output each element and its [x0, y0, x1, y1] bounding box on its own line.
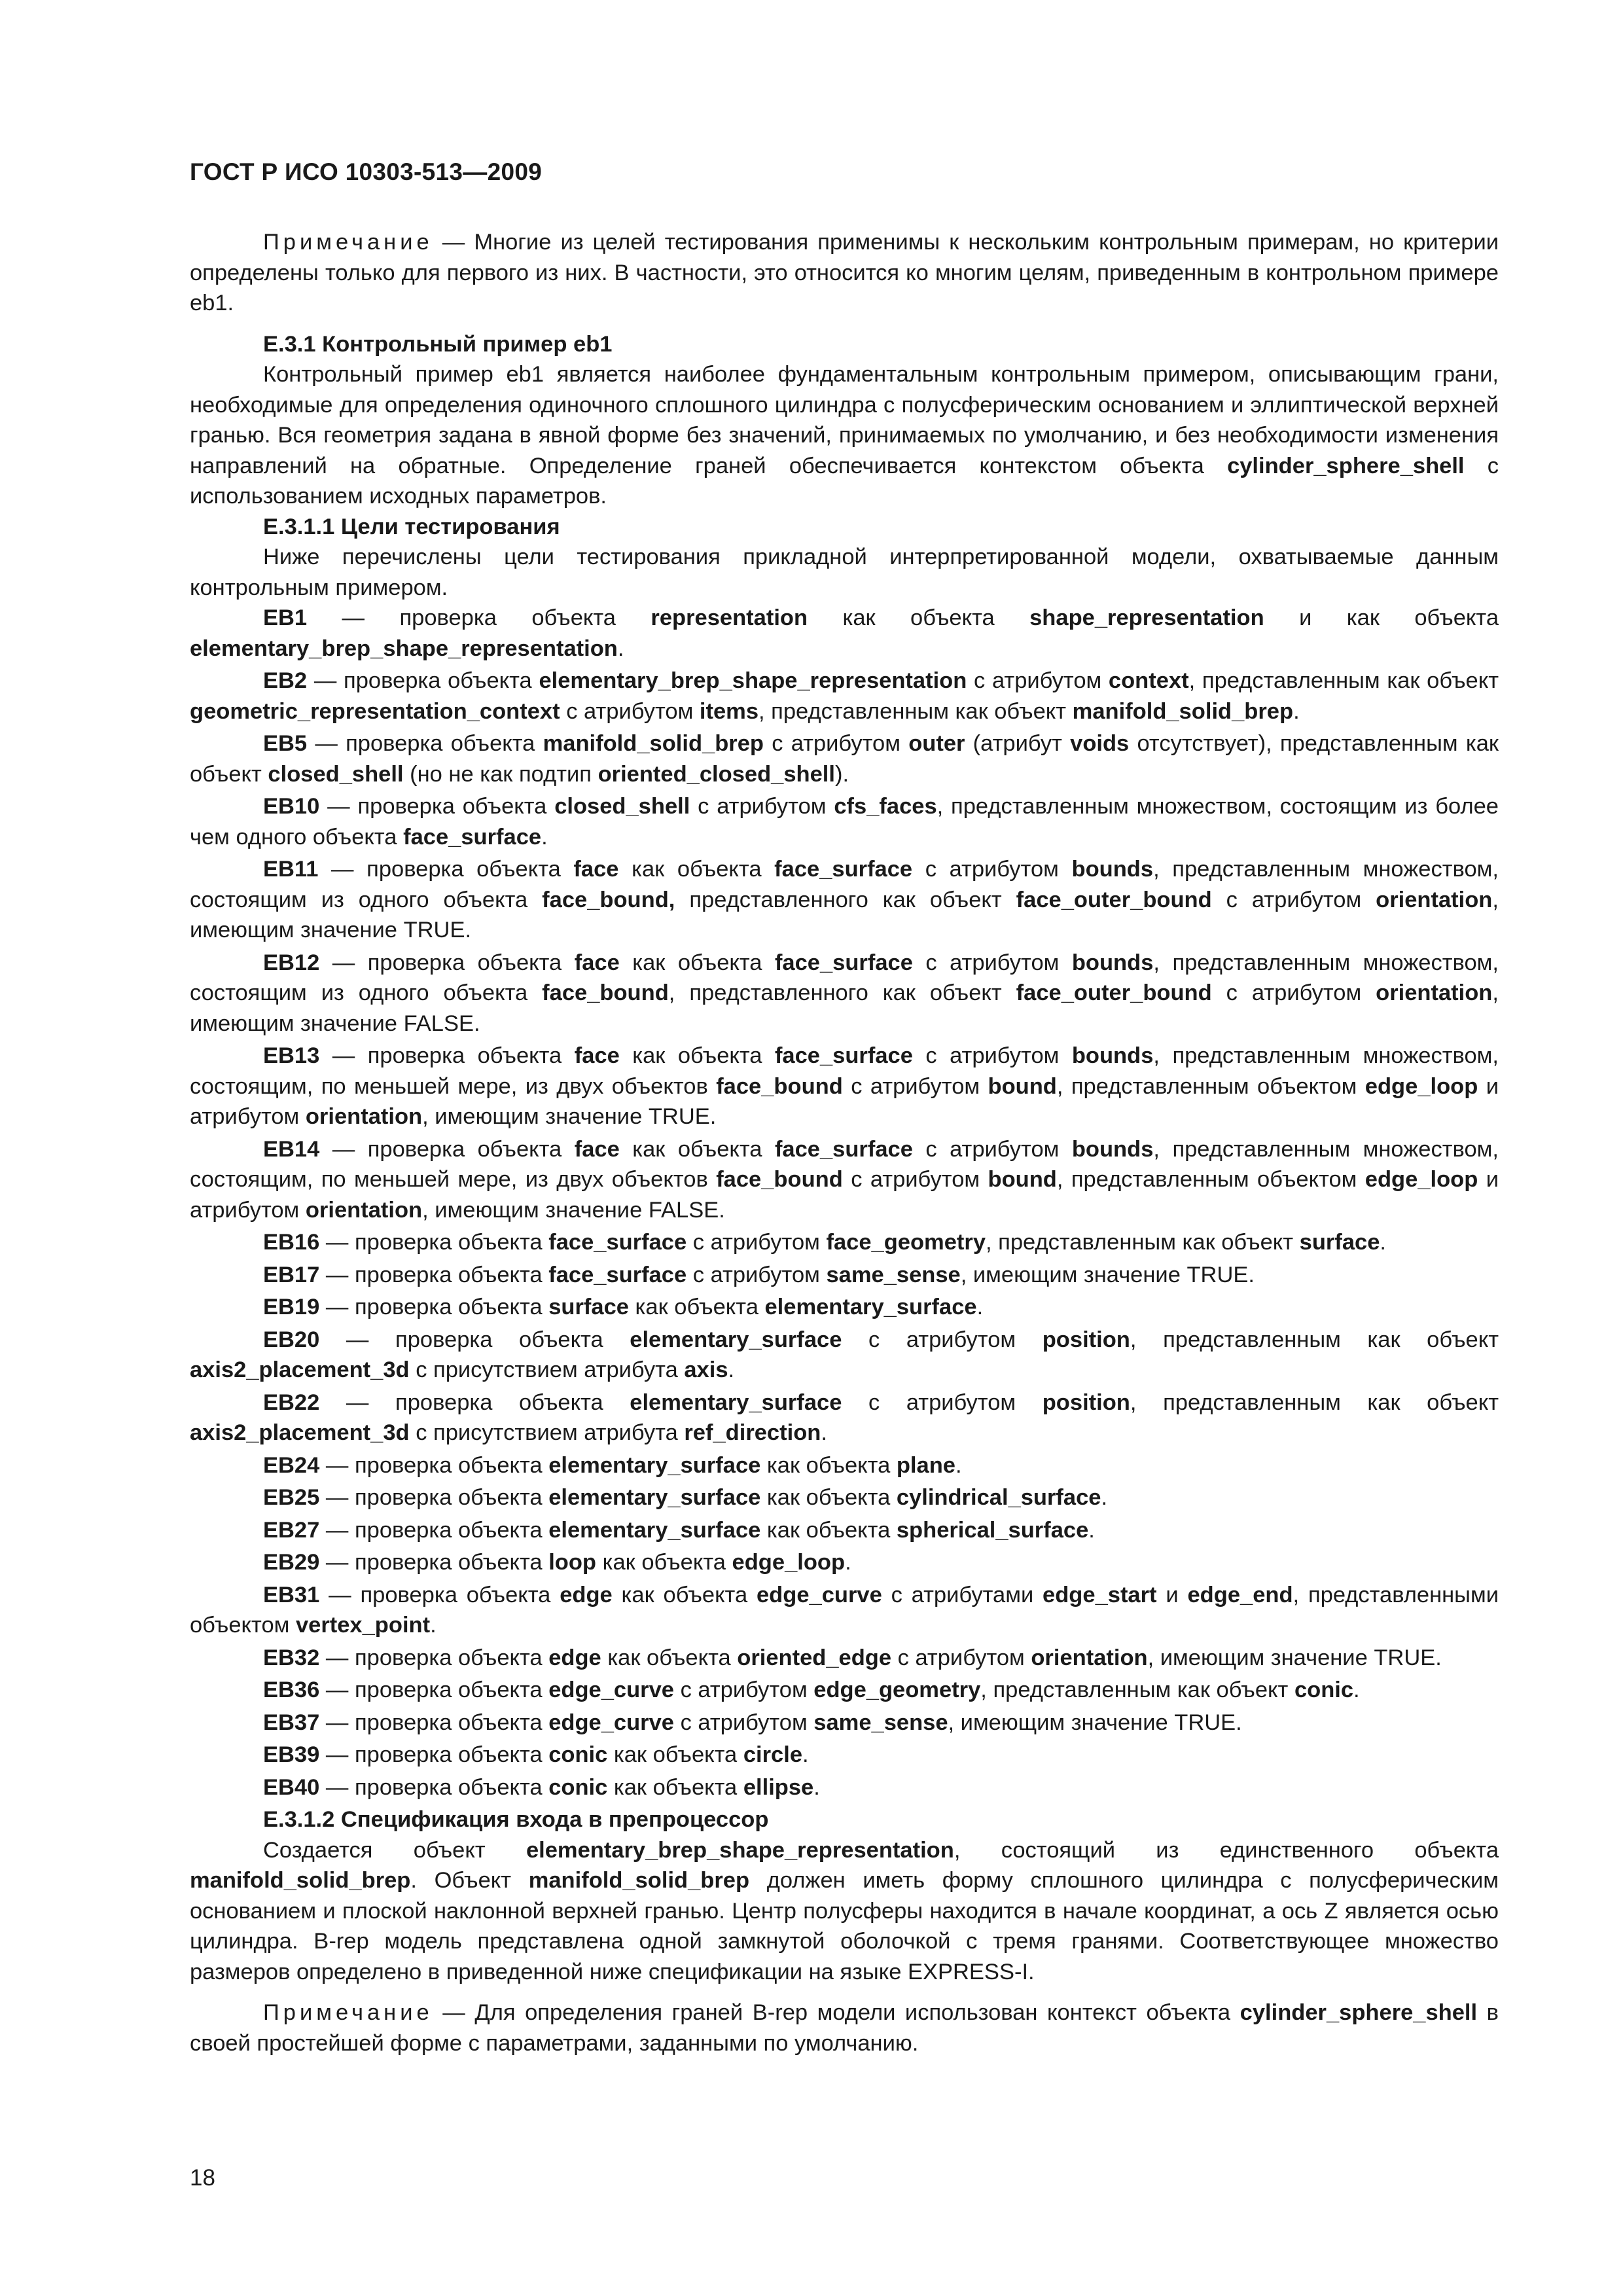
- requirement-text: — проверка объекта: [319, 1452, 549, 1478]
- requirement-id: EB20: [263, 1327, 320, 1352]
- entity-name: oriented_edge: [737, 1645, 892, 1670]
- note-dash: —: [433, 230, 474, 255]
- requirement-text: , имеющим значение TRUE.: [948, 1710, 1242, 1735]
- requirement-text: как объекта: [760, 1485, 897, 1510]
- entity-name: elementary_surface: [548, 1485, 761, 1510]
- entity-name: ref_direction: [684, 1420, 821, 1445]
- entity-name: elementary_surface: [548, 1452, 761, 1478]
- entity-name: elementary_surface: [630, 1390, 842, 1415]
- requirement-text: и атрибутом: [190, 1073, 1499, 1129]
- entity-name: bound: [988, 1073, 1057, 1099]
- requirement-id: EB17: [263, 1262, 320, 1287]
- requirement-text: .: [1293, 698, 1300, 724]
- entity-name: axis2_placement_3d: [190, 1420, 410, 1445]
- entity-name: face_surface: [774, 1043, 913, 1068]
- requirement-text: и: [1156, 1582, 1188, 1607]
- requirement-text: .: [813, 1774, 820, 1800]
- entity-name: orientation: [1031, 1645, 1148, 1670]
- entity-name: closed_shell: [554, 794, 690, 819]
- note-label: Примечание: [263, 230, 433, 255]
- requirement-text: с атрибутом: [673, 1710, 814, 1735]
- requirement-text: представленного как объект: [675, 887, 1016, 912]
- requirement-id: EB37: [263, 1710, 320, 1735]
- entity-name: surface: [1299, 1230, 1380, 1255]
- requirement-text: , представленными объектом: [190, 1582, 1499, 1638]
- paragraph-text: , состоящий из единственного объекта: [954, 1837, 1499, 1863]
- requirement-text: , имеющим значение FALSE.: [190, 980, 1499, 1036]
- entity-name: edge_loop: [732, 1550, 846, 1575]
- requirement-id: EB10: [263, 794, 320, 819]
- requirement-text: — проверка объекта: [319, 1550, 549, 1575]
- requirement-text: , представленным как объект: [758, 698, 1073, 724]
- entity-name: position: [1042, 1327, 1130, 1352]
- entity-name: bound: [988, 1167, 1057, 1192]
- requirement-text: с атрибутом: [687, 1262, 827, 1287]
- requirement-text: — проверка объекта: [319, 1230, 549, 1255]
- entity-name: plane: [896, 1452, 955, 1478]
- entity-name: face_bound: [716, 1167, 843, 1192]
- requirement-item: [190, 948, 1499, 1039]
- requirement-text: .: [617, 636, 624, 661]
- requirement-text: с атрибутом: [912, 1043, 1072, 1068]
- entity-name: edge_curve: [548, 1710, 674, 1735]
- requirement-item: [190, 666, 1499, 726]
- requirement-text: , имеющим значение TRUE.: [960, 1262, 1255, 1287]
- requirement-text: .: [541, 824, 548, 850]
- entity-name: bounds: [1071, 1043, 1154, 1068]
- entity-name: bounds: [1071, 1136, 1154, 1162]
- note-text: Многие из целей тестирования применимы к нескольким контрольным примерам, но критерии определены только для первого из них. В частности, это относится ко многим целям, приведенным в контрольном примере eb1.: [190, 230, 1499, 315]
- requirement-text: — проверка объекта: [319, 1742, 549, 1767]
- requirement-id: EB24: [263, 1452, 320, 1478]
- entity-name: same_sense: [826, 1262, 961, 1287]
- entity-name: bounds: [1071, 857, 1154, 882]
- requirement-id: EB16: [263, 1230, 320, 1255]
- requirements-list: [190, 603, 1499, 1803]
- section-intro-e311: Ниже перечислены цели тестирования прикладной интерпретированной модели, охватываемые данным контрольным примером.: [190, 545, 1499, 600]
- paragraph-text: Контрольный пример eb1 является наиболее фундаментальным контрольным примером, описывающим грани, необходимые для определения одиночного сплошного цилиндра с полусферическим основанием и эллиптической верхней гранью. Вся геометрия задана в явной форме без значений, принимаемых по умолчанию, и без необходимости изменения направлений на обратные. Определение граней обеспечивается контекстом объекта: [190, 362, 1499, 478]
- requirement-text: , представленным множеством, состоящим из одного объекта: [190, 950, 1499, 1005]
- paragraph-text: должен иметь форму сплошного цилиндра с полусферическим основанием и плоской наклонной верхней гранью. Центр полусферы находится в начале координат, а ось Z является осью цилиндра. B-rep модель представлена одной замкнутой оболочкой с тремя гранями. Соответствующее множество размеров определено в приведенной ниже спецификации на языке EXPRESS-I.: [190, 1868, 1499, 1984]
- requirement-text: .: [1353, 1677, 1360, 1702]
- entity-name: edge_start: [1043, 1582, 1157, 1607]
- entity-name: face: [573, 857, 619, 882]
- requirement-item: [190, 1041, 1499, 1132]
- entity-name: edge_loop: [1364, 1167, 1478, 1192]
- requirement-text: , представленным множеством, состоящим, по меньшей мере, из двух объектов: [190, 1043, 1499, 1099]
- entity-name: conic: [548, 1774, 608, 1800]
- entity-name: face_surface: [774, 1136, 913, 1162]
- requirement-text: с атрибутом: [687, 1230, 827, 1255]
- page-number: 18: [190, 2165, 215, 2191]
- note-text: в своей простейшей форме с параметрами, заданными по умолчанию.: [190, 2000, 1499, 2056]
- requirement-text: — проверка объекта: [319, 1677, 549, 1702]
- entity-name: representation: [651, 605, 808, 630]
- entity-name: vertex_point: [295, 1613, 431, 1638]
- requirement-text: , имеющим значение TRUE.: [190, 887, 1499, 942]
- entity-name: face_surface: [548, 1230, 687, 1255]
- requirement-text: с атрибутом: [690, 794, 834, 819]
- requirement-text: как объекта: [628, 1295, 765, 1319]
- entity-name: closed_shell: [268, 761, 404, 787]
- requirement-id: EB39: [263, 1742, 320, 1767]
- requirement-text: с атрибутами: [882, 1582, 1043, 1607]
- requirement-text: , представленным как объект: [1130, 1327, 1499, 1352]
- entity-name: elementary_surface: [764, 1295, 977, 1319]
- requirement-text: , имеющим значение TRUE.: [422, 1104, 717, 1129]
- entity-name: cylinder_sphere_shell: [1227, 453, 1465, 478]
- entity-name: edge_curve: [548, 1677, 674, 1702]
- entity-name: manifold_solid_brep: [543, 731, 764, 756]
- requirement-text: — проверка объекта: [319, 1043, 575, 1068]
- entity-name: face_bound: [716, 1073, 843, 1099]
- requirement-id: EB32: [263, 1645, 320, 1670]
- paragraph-text: Создается объект: [263, 1837, 526, 1863]
- entity-name: manifold_solid_brep: [190, 1868, 411, 1893]
- entity-name: manifold_solid_brep: [1072, 698, 1294, 724]
- requirement-text: — проверка объекта: [319, 1710, 549, 1735]
- section-heading-e31: Е.3.1 Контрольный пример eb1: [263, 331, 613, 357]
- requirement-id: EB27: [263, 1517, 320, 1543]
- paragraph-text: с использованием исходных параметров.: [190, 453, 1499, 509]
- entity-name: face_bound: [542, 980, 669, 1005]
- entity-name: spherical_surface: [896, 1517, 1089, 1543]
- entity-name: edge_loop: [1364, 1073, 1478, 1099]
- requirement-text: .: [802, 1742, 809, 1767]
- note-text: Для определения граней B-rep модели использован контекст объекта: [474, 2000, 1240, 2025]
- entity-name: orientation: [305, 1104, 423, 1129]
- entity-name: edge: [560, 1582, 613, 1607]
- requirement-text: , представленного как объект: [668, 980, 1016, 1005]
- requirement-text: с атрибутом: [967, 668, 1109, 693]
- section-paragraph-e312: [190, 1835, 1499, 1988]
- entity-name: oriented_closed_shell: [597, 761, 835, 787]
- entity-name: geometric_representation_context: [190, 698, 560, 724]
- requirement-text: (но не как подтип: [403, 761, 598, 787]
- entity-name: conic: [1294, 1677, 1354, 1702]
- requirement-text: с атрибутом: [1211, 980, 1376, 1005]
- entity-name: shape_representation: [1029, 605, 1264, 630]
- requirement-text: — проверка объекта: [307, 731, 543, 756]
- requirement-text: .: [821, 1420, 827, 1445]
- requirement-text: с атрибутом: [842, 1390, 1043, 1415]
- requirement-item: [190, 1708, 1499, 1738]
- section-paragraph-e31: [190, 359, 1499, 512]
- requirement-item: [190, 1643, 1499, 1674]
- entity-name: orientation: [1376, 980, 1493, 1005]
- requirement-id: EB31: [263, 1582, 320, 1607]
- requirement-text: — проверка объекта: [319, 1327, 630, 1352]
- requirement-text: с атрибутом: [912, 1136, 1072, 1162]
- requirement-id: EB11: [263, 857, 319, 882]
- requirement-text: отсутствует), представленным как объект: [190, 731, 1499, 787]
- requirement-text: как объекта: [607, 1774, 743, 1800]
- requirement-text: — проверка объекта: [319, 1485, 549, 1510]
- entity-name: cfs_faces: [834, 794, 937, 819]
- requirement-item: [190, 728, 1499, 789]
- entity-name: edge_end: [1187, 1582, 1293, 1607]
- entity-name: elementary_brep_shape_representation: [190, 636, 618, 661]
- requirement-item: [190, 1547, 1499, 1578]
- requirement-text: (атрибут: [965, 731, 1071, 756]
- entity-name: face_outer_bound: [1016, 980, 1212, 1005]
- requirement-text: , представленным как объект: [980, 1677, 1294, 1702]
- requirement-id: EB12: [263, 950, 320, 975]
- requirement-item: [190, 1388, 1499, 1448]
- entity-name: cylinder_sphere_shell: [1240, 2000, 1478, 2025]
- requirement-id: EB25: [263, 1485, 320, 1510]
- requirement-text: .: [1380, 1230, 1387, 1255]
- requirement-text: как объекта: [618, 857, 775, 882]
- entity-name: face: [574, 950, 620, 975]
- requirement-text: — проверка объекта: [307, 668, 539, 693]
- requirement-text: .: [728, 1357, 735, 1382]
- note-dash: —: [433, 2000, 475, 2025]
- entity-name: face_surface: [774, 857, 913, 882]
- requirement-text: — проверка объекта: [307, 605, 651, 630]
- entity-name: face: [574, 1043, 620, 1068]
- requirement-item: [190, 1292, 1499, 1323]
- entity-name: position: [1042, 1390, 1130, 1415]
- entity-name: elementary_surface: [548, 1517, 761, 1543]
- requirement-id: EB5: [263, 731, 308, 756]
- requirement-item: [190, 1580, 1499, 1641]
- requirement-text: как объекта: [760, 1452, 897, 1478]
- requirement-id: EB22: [263, 1390, 320, 1415]
- requirement-id: EB13: [263, 1043, 320, 1068]
- requirement-item: [190, 1227, 1499, 1258]
- note-paragraph: [190, 227, 1499, 319]
- requirement-text: как объекта: [607, 1742, 743, 1767]
- entity-name: face_outer_bound: [1016, 887, 1212, 912]
- entity-name: face_bound,: [542, 887, 675, 912]
- requirement-text: .: [845, 1550, 851, 1575]
- requirement-text: — проверка объекта: [319, 1390, 630, 1415]
- requirement-text: ).: [834, 761, 849, 787]
- requirement-text: с присутствием атрибута: [409, 1357, 685, 1382]
- requirement-text: как объекта: [601, 1645, 738, 1670]
- entity-name: conic: [548, 1742, 608, 1767]
- note-label: Примечание: [263, 2000, 433, 2025]
- requirement-text: .: [1101, 1485, 1108, 1510]
- requirement-item: [190, 791, 1499, 852]
- requirement-text: с атрибутом: [912, 950, 1072, 975]
- requirement-item: [190, 1450, 1499, 1481]
- requirement-item: [190, 1772, 1499, 1803]
- requirement-text: — проверка объекта: [319, 1262, 549, 1287]
- entity-name: same_sense: [813, 1710, 948, 1735]
- requirement-text: как объекта: [619, 950, 775, 975]
- entity-name: face_surface: [774, 950, 913, 975]
- requirement-text: как объекта: [619, 1043, 775, 1068]
- entity-name: elementary_brep_shape_representation: [539, 668, 967, 693]
- requirement-text: .: [955, 1452, 962, 1478]
- requirement-text: — проверка объекта: [319, 1136, 575, 1162]
- requirement-text: как объекта: [612, 1582, 757, 1607]
- requirement-text: — проверка объекта: [319, 950, 575, 975]
- requirement-text: .: [976, 1295, 984, 1319]
- requirement-id: EB2: [263, 668, 308, 693]
- requirement-id: EB29: [263, 1550, 320, 1575]
- requirement-item: [190, 603, 1499, 664]
- requirement-text: , представленным как объект: [1188, 668, 1499, 693]
- requirement-text: .: [1088, 1517, 1095, 1543]
- entity-name: context: [1108, 668, 1189, 693]
- requirement-text: , представленным как объект: [986, 1230, 1300, 1255]
- entity-name: ellipse: [743, 1774, 814, 1800]
- requirement-text: с атрибутом: [891, 1645, 1031, 1670]
- requirement-text: и атрибутом: [190, 1167, 1499, 1223]
- entity-name: axis: [684, 1357, 728, 1382]
- requirement-id: EB36: [263, 1677, 320, 1702]
- document-header: ГОСТ Р ИСО 10303-513—2009: [190, 158, 543, 185]
- entity-name: elementary_brep_shape_representation: [526, 1837, 954, 1863]
- requirement-text: как объекта: [596, 1550, 732, 1575]
- document-body: [190, 227, 1499, 2058]
- entity-name: face_surface: [403, 824, 542, 850]
- requirement-text: с атрибутом: [763, 731, 909, 756]
- entity-name: circle: [743, 1742, 803, 1767]
- requirement-text: , представленным объектом: [1056, 1167, 1365, 1192]
- requirement-text: как объекта: [760, 1517, 897, 1543]
- requirement-text: — проверка объекта: [319, 1774, 549, 1800]
- requirement-text: , имеющим значение FALSE.: [422, 1197, 725, 1223]
- requirement-text: с атрибутом: [912, 857, 1072, 882]
- requirement-text: — проверка объекта: [319, 1295, 549, 1319]
- requirement-text: как объекта: [808, 605, 1030, 630]
- requirement-id: EB1: [263, 605, 308, 630]
- requirement-text: .: [430, 1613, 437, 1638]
- entity-name: manifold_solid_brep: [528, 1868, 750, 1893]
- entity-name: loop: [548, 1550, 597, 1575]
- requirement-text: как объекта: [619, 1136, 775, 1162]
- requirement-text: , представленным как объект: [1130, 1390, 1499, 1415]
- note-paragraph: [190, 1998, 1499, 2058]
- requirement-text: — проверка объекта: [319, 1517, 549, 1543]
- requirement-text: — проверка объекта: [319, 794, 555, 819]
- requirement-text: с атрибутом: [560, 698, 700, 724]
- requirement-text: с атрибутом: [842, 1327, 1043, 1352]
- requirement-text: — проверка объекта: [318, 857, 574, 882]
- requirement-text: с атрибутом: [842, 1167, 988, 1192]
- requirement-item: [190, 1482, 1499, 1513]
- requirement-item: [190, 1740, 1499, 1770]
- entity-name: bounds: [1071, 950, 1154, 975]
- entity-name: orientation: [1376, 887, 1493, 912]
- requirement-text: и как объекта: [1264, 605, 1499, 630]
- requirement-item: [190, 1260, 1499, 1291]
- requirement-text: , представленным множеством, состоящим, по меньшей мере, из двух объектов: [190, 1136, 1499, 1192]
- requirement-text: , представленным множеством, состоящим из более чем одного объекта: [190, 794, 1499, 850]
- requirement-text: — проверка объекта: [319, 1582, 560, 1607]
- entity-name: items: [699, 698, 759, 724]
- entity-name: edge_curve: [756, 1582, 882, 1607]
- entity-name: face: [574, 1136, 620, 1162]
- requirement-text: , представленным множеством, состоящим из одного объекта: [190, 857, 1499, 912]
- entity-name: elementary_surface: [630, 1327, 842, 1352]
- requirement-id: EB14: [263, 1136, 320, 1162]
- entity-name: edge: [548, 1645, 601, 1670]
- requirement-text: , имеющим значение TRUE.: [1147, 1645, 1442, 1670]
- requirement-item: [190, 1515, 1499, 1546]
- entity-name: face_geometry: [826, 1230, 986, 1255]
- requirement-text: с атрибутом: [842, 1073, 988, 1099]
- entity-name: face_surface: [548, 1262, 687, 1287]
- entity-name: outer: [908, 731, 965, 756]
- requirement-item: [190, 1134, 1499, 1226]
- requirement-text: — проверка объекта: [319, 1645, 549, 1670]
- requirement-item: [190, 1675, 1499, 1706]
- entity-name: voids: [1070, 731, 1130, 756]
- requirement-id: EB40: [263, 1774, 320, 1800]
- requirement-id: EB19: [263, 1295, 320, 1319]
- entity-name: surface: [548, 1295, 629, 1319]
- paragraph-text: . Объект: [410, 1868, 529, 1893]
- requirement-item: [190, 1325, 1499, 1386]
- requirement-text: с присутствием атрибута: [409, 1420, 685, 1445]
- section-heading-e311: Е.3.1.1 Цели тестирования: [263, 514, 560, 539]
- entity-name: cylindrical_surface: [896, 1485, 1101, 1510]
- entity-name: orientation: [305, 1197, 423, 1223]
- requirement-text: с атрибутом: [1211, 887, 1376, 912]
- requirement-text: , представленным объектом: [1056, 1073, 1365, 1099]
- entity-name: axis2_placement_3d: [190, 1357, 410, 1382]
- section-heading-e312: Е.3.1.2 Спецификация входа в препроцессор: [263, 1807, 769, 1832]
- requirement-item: [190, 854, 1499, 946]
- entity-name: edge_geometry: [813, 1677, 981, 1702]
- requirement-text: с атрибутом: [673, 1677, 814, 1702]
